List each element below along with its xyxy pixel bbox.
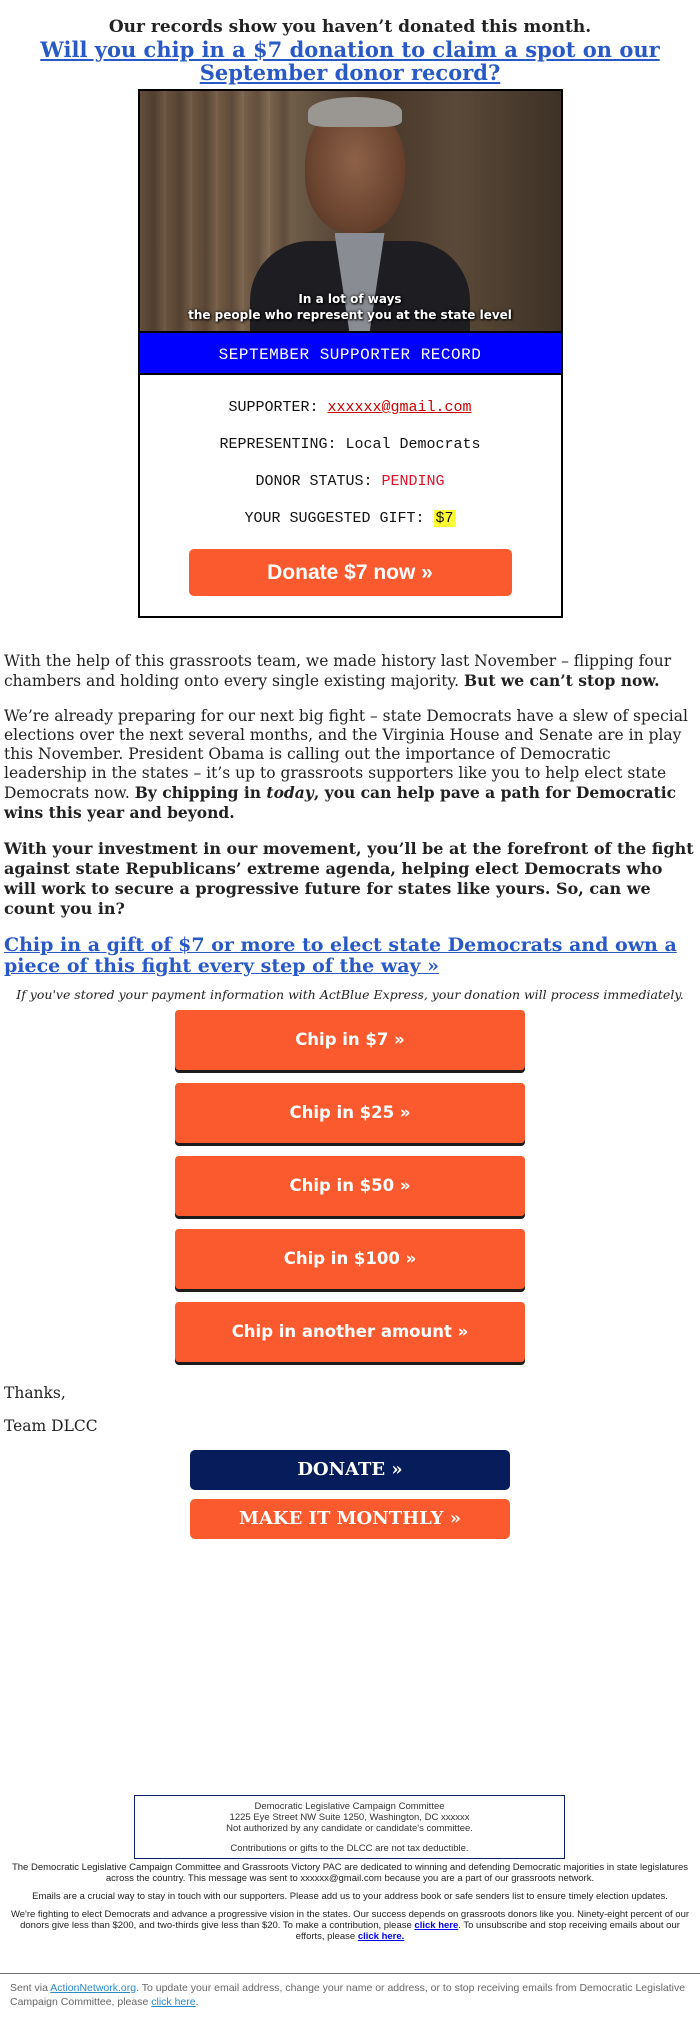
paragraph-bold-a: By chipping in bbox=[134, 783, 262, 802]
actblue-express-note: If you've stored your payment information with ActBlue Express, your donation will process immediately. bbox=[16, 987, 684, 1002]
donate-button[interactable]: DONATE » bbox=[190, 1450, 510, 1490]
footer-text bbox=[5, 1862, 695, 1949]
signoff bbox=[0, 1384, 700, 1435]
footer-authorized: Not authorized by any candidate or candidate's committee. bbox=[226, 1823, 473, 1834]
header-donate-link[interactable]: Will you chip in a $7 donation to claim a spot on our September donor record? bbox=[40, 37, 660, 85]
sent-via-prefix: Sent via bbox=[10, 1982, 48, 1994]
representing-value: Local Democrats bbox=[345, 436, 481, 453]
status-label: DONOR STATUS: bbox=[255, 473, 373, 490]
record-row-representing bbox=[140, 426, 561, 463]
gift-value: $7 bbox=[435, 510, 454, 527]
status-badge: PENDING bbox=[381, 473, 445, 490]
footer-org: Democratic Legislative Campaign Committee bbox=[254, 1801, 445, 1812]
footer-fight-text: We're fighting to elect Democrats and advance a progressive vision in the states. Our success depends on grassroots donors like you. Ninety-eight percent of our donors give less than $200, and two-thirds give less than $20. To make a contribution, please bbox=[10, 1909, 690, 1931]
sent-via bbox=[10, 1981, 690, 2009]
unsubscribe-link[interactable]: click here. bbox=[357, 1931, 405, 1942]
signoff-thanks: Thanks, bbox=[4, 1384, 66, 1402]
message-copy bbox=[0, 652, 700, 919]
footer-emails-note: Emails are a crucial way to stay in touch with our supporters. Please add us to your address book or safe senders list to ensure timely election updates. bbox=[32, 1891, 668, 1902]
footer-unsub-text: . To unsubscribe and stop receiving emails about our efforts, please bbox=[295, 1920, 680, 1942]
record-row-gift bbox=[140, 500, 561, 537]
speaker-hair bbox=[308, 97, 402, 127]
footer-mission: The Democratic Legislative Campaign Committee and Grassroots Victory PAC are dedicated to winning and defending Democratic majorities in state legislatures across the country. This message was sent to xxxxxx@gmail.com because you are a part of our grassroots network. bbox=[11, 1862, 689, 1884]
paid-for-box bbox=[134, 1795, 565, 1859]
video-caption-line1: In a lot of ways bbox=[298, 292, 402, 306]
chip-25-button[interactable]: Chip in $25 » bbox=[175, 1083, 525, 1143]
monthly-button[interactable]: MAKE IT MONTHLY » bbox=[190, 1499, 510, 1539]
header bbox=[0, 0, 700, 84]
supporter-email[interactable]: xxxxxx@gmail.com bbox=[327, 399, 472, 416]
paragraph-history-bold: But we can’t stop now. bbox=[464, 671, 660, 690]
footer-fight bbox=[5, 1909, 695, 1942]
footer-gap bbox=[139, 1834, 560, 1843]
record-row-status bbox=[140, 463, 561, 500]
gift-label: YOUR SUGGESTED GIFT: bbox=[244, 510, 425, 527]
paragraph-bold-italic: today bbox=[266, 783, 314, 802]
chip-50-button[interactable]: Chip in $50 » bbox=[175, 1156, 525, 1216]
sent-via-end: . bbox=[195, 1996, 199, 2008]
header-question bbox=[0, 38, 700, 84]
paragraph-investment: With your investment in our movement, you’ll be at the forefront of the fight against state Republicans’ extreme agenda, helping elect Democrats who will work to secure a progressive future for states like yours. So, can we count you in? bbox=[4, 839, 694, 918]
paragraph-history-text: With the help of this grassroots team, we made history last November – flipping four chambers and holding onto every single existing majority. bbox=[4, 652, 672, 690]
big-chip-link-wrap bbox=[4, 935, 696, 977]
supporter-label: SUPPORTER: bbox=[228, 399, 319, 416]
chip-7-button[interactable]: Chip in $7 » bbox=[175, 1010, 525, 1070]
update-preferences-link[interactable]: click here bbox=[151, 1996, 196, 2008]
footer-divider bbox=[0, 1973, 700, 1974]
chip-other-button[interactable]: Chip in another amount » bbox=[175, 1302, 525, 1362]
header-notice: Our records show you haven’t donated this month. bbox=[108, 17, 592, 37]
video-caption-line2: the people who represent you at the state level bbox=[188, 308, 512, 322]
signoff-team: Team DLCC bbox=[4, 1417, 98, 1435]
big-chip-link[interactable]: Chip in a gift of $7 or more to elect state Democrats and own a piece of this fight every step of the way » bbox=[4, 934, 677, 977]
sent-via-text: . To update your email address, change your name or address, or to stop receiving emails from Democratic Legislative Campaign Committee, please bbox=[10, 1982, 686, 2008]
paragraph-next-fight-text: We’re already preparing for our next big fight – state Democrats have a slew of special elections over the next several months, and the Virginia House and Senate are in play this November. President Obama is calling out the importance of Democratic leadership in the states – it’s up to grassroots supporters like you to help elect state Democrats now. bbox=[4, 707, 688, 802]
record-body bbox=[140, 375, 561, 616]
footer-address: 1225 Eye Street NW Suite 1250, Washington, DC xxxxxx bbox=[229, 1812, 470, 1823]
video-caption bbox=[140, 291, 561, 323]
contribute-link[interactable]: click here bbox=[414, 1920, 459, 1931]
footer-tax: Contributions or gifts to the DLCC are not tax deductible. bbox=[230, 1843, 469, 1854]
representing-label: REPRESENTING: bbox=[219, 436, 337, 453]
record-title: SEPTEMBER SUPPORTER RECORD bbox=[140, 331, 561, 375]
supporter-record-card bbox=[138, 89, 563, 618]
chip-buttons bbox=[0, 1010, 700, 1362]
paragraph-bold-b: , you can help pave a path for Democratic wins this year and beyond. bbox=[4, 783, 677, 822]
paragraph-history bbox=[4, 652, 696, 691]
donate-7-button[interactable]: Donate $7 now » bbox=[189, 549, 512, 596]
video-still[interactable] bbox=[140, 91, 561, 331]
chip-100-button[interactable]: Chip in $100 » bbox=[175, 1229, 525, 1289]
record-row-supporter bbox=[140, 389, 561, 426]
paragraph-next-fight bbox=[4, 707, 696, 823]
actionnetwork-link[interactable]: ActionNetwork.org bbox=[50, 1982, 137, 1994]
